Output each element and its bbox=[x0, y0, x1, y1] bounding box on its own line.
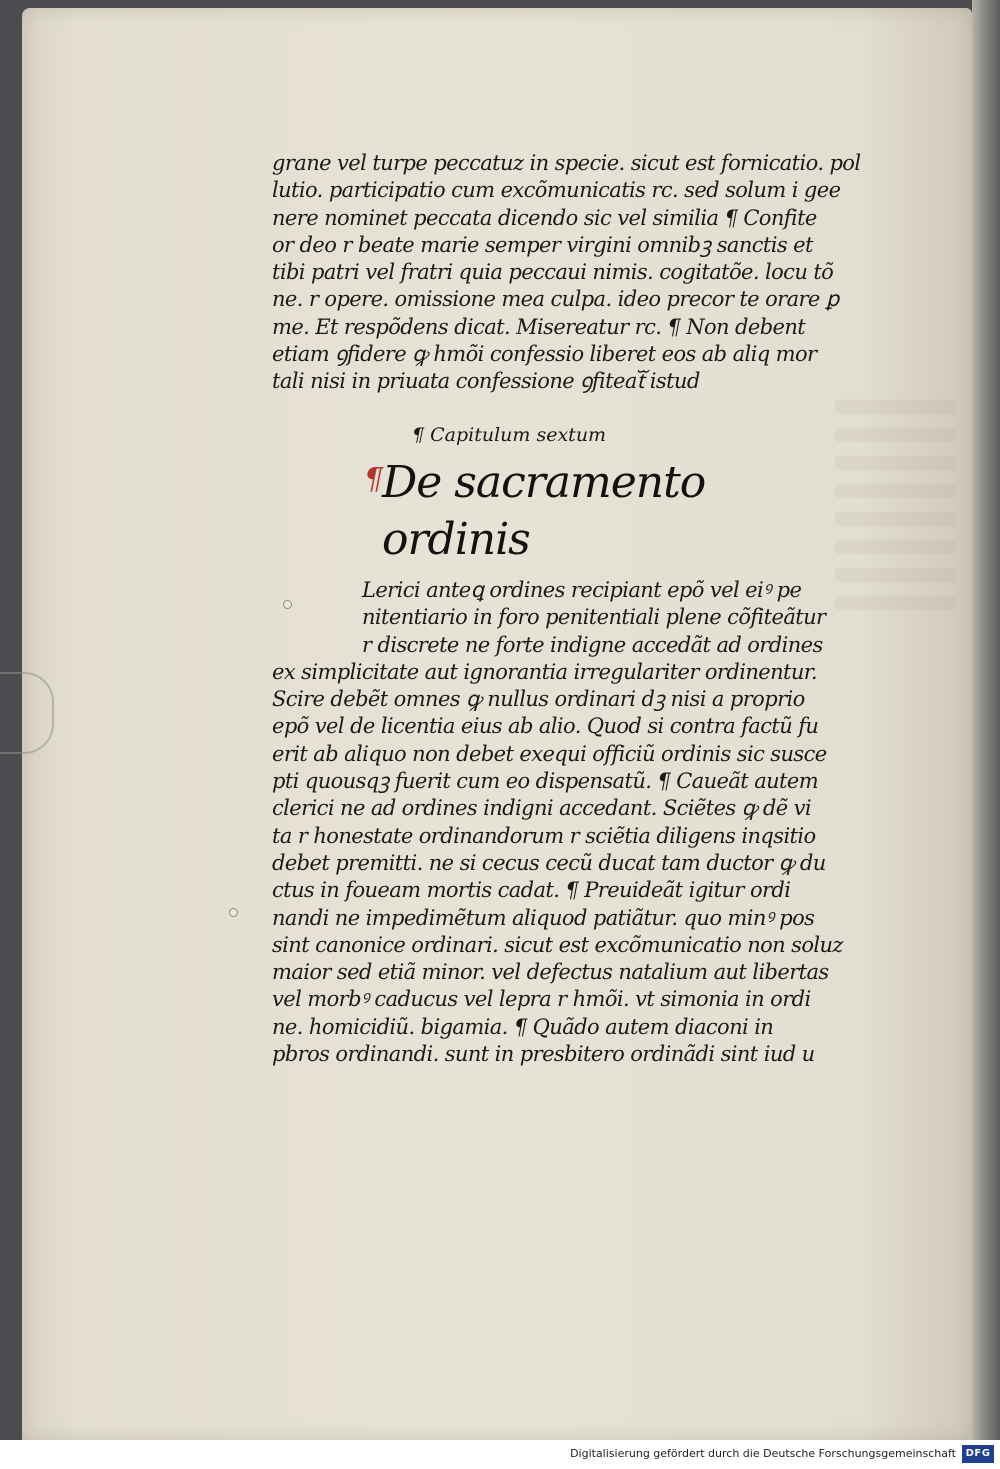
text-line: clerici ne ad ordines indigni accedant. Sciẽtes ꝙ dẽ vi bbox=[272, 796, 812, 821]
text-line: or deo r beate marie semper virgini omnibꝫ sanctis et bbox=[272, 232, 813, 257]
text-line: me. Et respõdens dicat. Misereatur rc. ¶ Non debent bbox=[272, 314, 806, 339]
text-line: vel morbꝰ caducus vel lepra r hmõi. vt simonia in ordi bbox=[272, 987, 811, 1012]
paper-hole bbox=[229, 908, 238, 917]
text-line: Scire debẽt omnes ꝙ nullus ordinari dꝫ nisi a proprio bbox=[272, 687, 805, 712]
text-line: ctus in foueam mortis cadat. ¶ Preuideãt igitur ordi bbox=[272, 878, 791, 903]
show-through-text bbox=[835, 400, 955, 610]
chapter-caption: ¶ Capitulum sextum bbox=[412, 424, 607, 446]
funding-credit: Digitalisierung gefördert durch die Deutsche Forschungsgemeinschaft bbox=[570, 1447, 956, 1460]
text-line: tali nisi in priuata confessione ꝯfiteatᷓ istud bbox=[272, 369, 700, 394]
text-block-body bbox=[272, 577, 842, 1068]
text-line: nandi ne impedimẽtum aliquod patiãtur. quo minꝰ pos bbox=[272, 905, 815, 930]
dfg-logo: DFG bbox=[962, 1445, 994, 1463]
text-line: nere nominet peccata dicendo sic vel similia ¶ Confite bbox=[272, 205, 817, 230]
text-line: sint canonice ordinari. sicut est excõmunicatio non soluz bbox=[272, 932, 843, 957]
text-line: debet premitti. ne si cecus cecũ ducat tam ductor ꝙ du bbox=[272, 850, 826, 875]
text-line: epõ vel de licentia eius ab alio. Quod si contra factũ fu bbox=[272, 714, 819, 739]
book-edge bbox=[972, 0, 1000, 1440]
text-line: Lerici anteꝗ ordines recipiant epõ vel eiꝰ pe bbox=[362, 578, 802, 602]
text-block-top bbox=[272, 150, 861, 396]
text-line: ne. homicidiũ. bigamia. ¶ Quãdo autem diaconi in bbox=[272, 1014, 774, 1039]
chapter-title: De sacramento bbox=[382, 457, 706, 508]
footer-bar bbox=[0, 1440, 1000, 1469]
text-line: r discrete ne forte indigne accedãt ad ordines bbox=[362, 632, 823, 657]
chapter-title-continued: ordinis bbox=[382, 514, 530, 565]
text-line: lutio. participatio cum excõmunicatis rc. sed solum i gee bbox=[272, 178, 841, 203]
text-line: ta r honestate ordinandorum r sciẽtia diligens inqsitio bbox=[272, 823, 816, 848]
text-line: tibi patri vel fratri quia peccaui nimis. cogitatõe. locu tõ bbox=[272, 260, 834, 285]
text-line: pbros ordinandi. sunt in presbitero ordinãdi sint iud u bbox=[272, 1042, 815, 1067]
clip-mark bbox=[0, 672, 54, 754]
text-line: ne. r opere. omissione mea culpa. ideo precor te orare ꝑ bbox=[272, 287, 839, 312]
rubric-paragraph-mark: ¶ bbox=[364, 462, 384, 497]
text-line: erit ab aliquo non debet exequi officiũ ordinis sic susce bbox=[272, 741, 827, 766]
text-line: nitentiario in foro penitentiali plene cõfiteãtur bbox=[362, 605, 826, 630]
text-line: etiam ꝯfidere ꝙ hmõi confessio liberet eos ab aliq mor bbox=[272, 342, 817, 367]
text-line: ex simplicitate aut ignorantia irregulariter ordinentur. bbox=[272, 659, 817, 684]
text-line: grane vel turpe peccatuz in specie. sicut est fornicatio. pol bbox=[272, 151, 861, 175]
text-line: maior sed etiã minor. vel defectus natalium aut libertas bbox=[272, 960, 829, 985]
text-line: pti quousqꝫ fuerit cum eo dispensatũ. ¶ Caueãt autem bbox=[272, 769, 819, 794]
